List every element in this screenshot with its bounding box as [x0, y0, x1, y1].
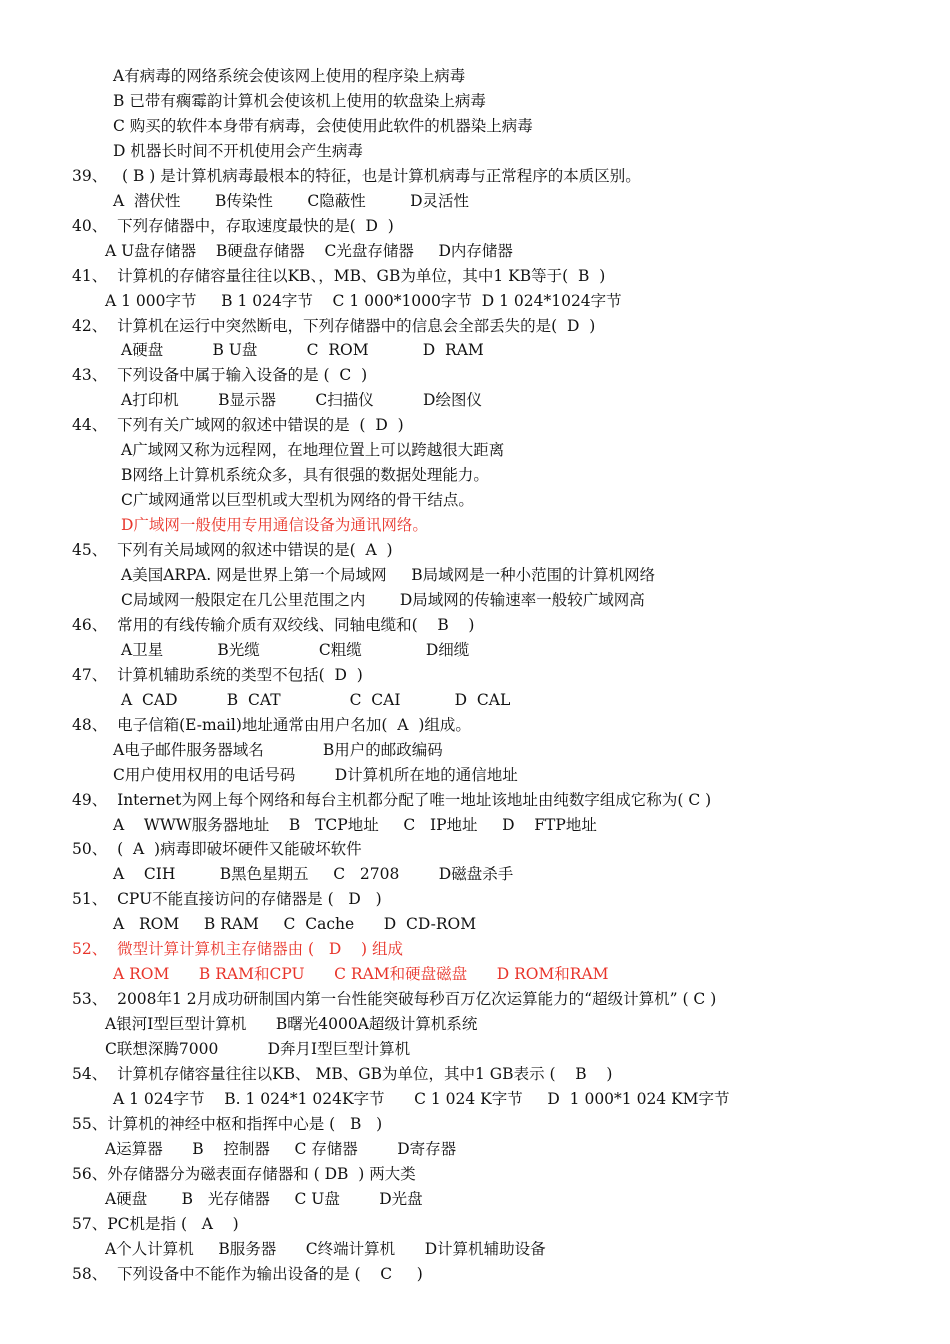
text-line: 47、 计算机辅助系统的类型不包括( D ) — [72, 665, 363, 684]
text-line: A个人计算机 B服务器 C终端计算机 D计算机辅助设备 — [105, 1239, 546, 1258]
text-line: A银河I型巨型计算机 B曙光4000A超级计算机系统 — [105, 1015, 478, 1034]
text-line: A WWW服务器地址 B TCP地址 C IP地址 D FTP地址 — [113, 815, 597, 834]
text-line: C广域网通常以巨型机或大型机为网络的骨干结点。 — [121, 491, 474, 510]
text-line: B 已带有瘸霉韵计算机会使该机上使用的软盘染上病毒 — [113, 91, 486, 110]
text-line: A卫星 B光缆 C粗缆 D细缆 — [121, 640, 470, 659]
text-line: D广域网一般使用专用通信设备为通讯网络。 — [121, 516, 428, 535]
text-line: 46、 常用的有线传输介质有双绞线、同轴电缆和( B ) — [72, 615, 475, 634]
text-line: 41、 计算机的存储容量往往以KB、，MB、GB为单位，其中1 KB等于( B ) — [72, 266, 606, 285]
text-line: C联想深腾7000 D奔月I型巨型计算机 — [105, 1040, 411, 1059]
text-line: C用户使用权用的电话号码 D计算机所在地的通信地址 — [113, 765, 518, 784]
text-line: 42、 计算机在运行中突然断电，下列存储器中的信息会全部丢失的是( D ) — [72, 316, 596, 335]
text-line: C 购买的软件本身带有病毒，会使使用此软件的机器染上病毒 — [113, 116, 533, 135]
text-line: A运算器 B 控制器 C 存储器 D寄存器 — [105, 1139, 457, 1158]
text-line: 55、计算机的神经中枢和指挥中心是 ( B ) — [72, 1114, 383, 1133]
text-line: A有病毒的网络系统会使该网上使用的程序染上病毒 — [113, 67, 466, 85]
text-line: 40、 下列存储器中，存取速度最快的是( D ) — [72, 216, 394, 235]
text-line: A 1 024字节 B. 1 024*1 024K字节 C 1 024 K字节 D 1 000*1 024 KM字节 — [113, 1089, 730, 1108]
text-line: A硬盘 B 光存储器 C U盘 D光盘 — [105, 1189, 423, 1208]
text-line: B网络上计算机系统众多，具有很强的数据处理能力。 — [121, 466, 489, 485]
text-line: D 机器长时间不开机使用会产生病毒 — [113, 141, 363, 160]
text-line: 58、 下列设备中不能作为输出设备的是 ( C ) — [72, 1264, 423, 1283]
text-line: 49、 Internet为网上每个网络和每台主机都分配了唯一地址该地址由纯数字组成它称为( C ) — [72, 790, 712, 809]
text-line: C局域网一般限定在几公里范围之内 D局域网的传输速率一般较广域网高 — [121, 590, 645, 609]
text-line: 56、外存储器分为磁表面存储器和 ( DB ) 两大类 — [72, 1164, 416, 1183]
text-line: A硬盘 B U盘 C ROM D RAM — [121, 341, 484, 360]
text-line: 53、 2008年1 2月成功研制国内第一台性能突破每秒百万亿次运算能力的“超级计算机” ( C ) — [72, 990, 717, 1009]
text-line: A 潜伏性 B传染性 C隐蔽性 D灵活性 — [113, 191, 470, 210]
text-line: A电子邮件服务器域名 B用户的邮政编码 — [113, 740, 443, 759]
text-line: 54、 计算机存储容量往往以KB、 MB、GB为单位，其中1 GB表示 ( B ) — [72, 1065, 613, 1083]
text-line: 51、 CPU不能直接访问的存储器是 ( D ) — [72, 890, 382, 909]
text-line: 45、 下列有关局域网的叙述中错误的是( A ) — [72, 541, 393, 560]
text-line: 39、 ( B ) 是计算机病毒最根本的特征，也是计算机病毒与正常程序的本质区别。 — [72, 166, 641, 185]
text-line: 44、 下列有关广域网的叙述中错误的是 ( D ) — [72, 416, 404, 435]
text-line: A 1 000字节 B 1 024字节 C 1 000*1000字节 D 1 024*1024字节 — [105, 291, 622, 310]
text-line: A CIH B黑色星期五 C 2708 D磁盘杀手 — [113, 865, 514, 884]
text-line: A ROM B RAM C Cache D CD-ROM — [113, 915, 477, 934]
text-line: A ROM B RAM和CPU C RAM和硬盘磁盘 D ROM和RAM — [113, 965, 609, 984]
text-line: 43、 下列设备中属于输入设备的是 ( C ) — [72, 366, 368, 385]
text-line: A U盘存储器 B硬盘存储器 C光盘存储器 D内存储器 — [105, 241, 513, 260]
text-line: 52、 微型计算计算机主存储器由 ( D ) 组成 — [72, 940, 403, 959]
text-line: A广域网又称为远程网，在地理位置上可以跨越很大距离 — [121, 441, 505, 460]
text-line: 50、 ( A )病毒即破坏硬件又能破坏软件 — [72, 840, 362, 859]
text-line: 57、PC机是指 ( A ) — [72, 1214, 239, 1233]
text-line: A美国ARPA. 网是世界上第一个局域网 B局域网是一种小范围的计算机网络 — [121, 566, 656, 584]
text-line: A CAD B CAT C CAI D CAL — [121, 690, 511, 709]
text-line: 48、 电子信箱(E-mail)地址通常由用户名加( A )组成。 — [72, 715, 471, 734]
text-line: A打印机 B显示器 C扫描仪 D绘图仪 — [121, 391, 482, 410]
